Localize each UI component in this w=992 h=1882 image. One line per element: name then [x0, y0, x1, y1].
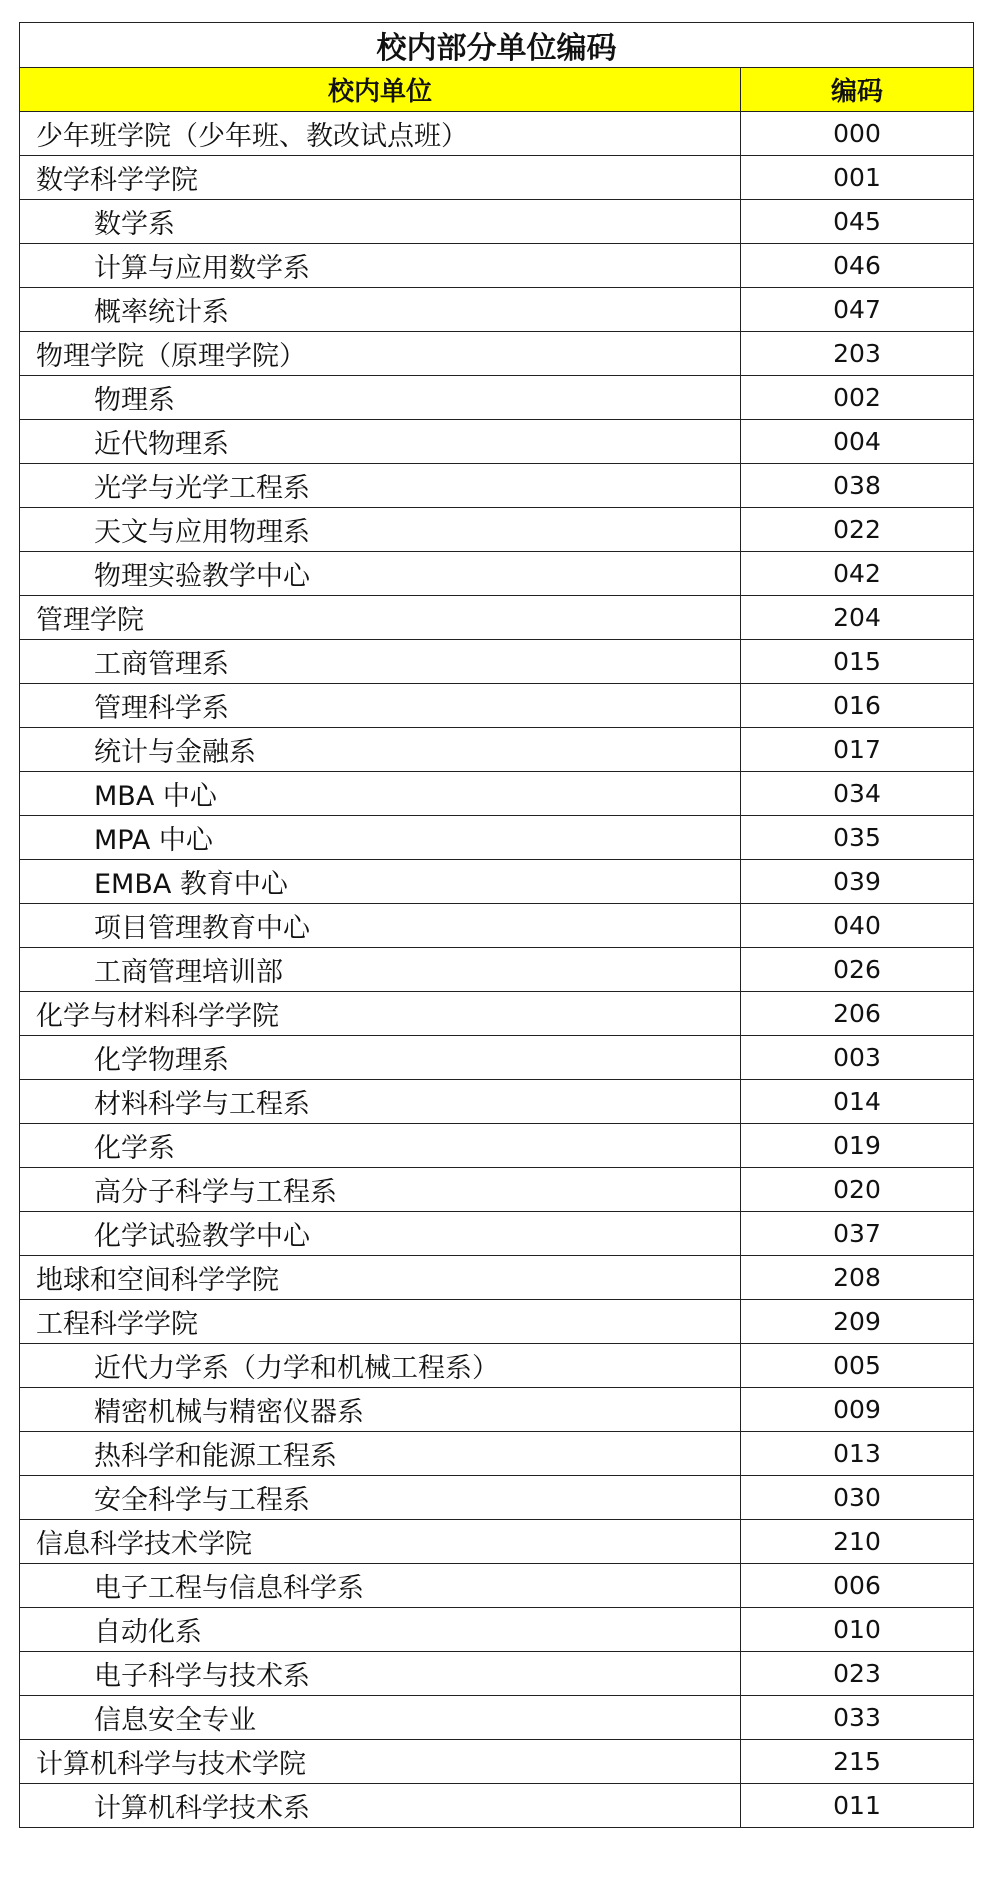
unit-code-cell: 019 — [741, 1124, 974, 1168]
school-row — [20, 1300, 974, 1344]
unit-name-cell: MBA 中心 — [20, 772, 741, 816]
unit-code-cell: 010 — [741, 1608, 974, 1652]
school-row — [20, 1256, 974, 1300]
unit-code-cell: 023 — [741, 1652, 974, 1696]
department-row — [20, 1388, 974, 1432]
department-row — [20, 552, 974, 596]
school-row — [20, 112, 974, 156]
unit-code-cell: 017 — [741, 728, 974, 772]
unit-name-cell: 数学系 — [20, 200, 741, 244]
department-row — [20, 200, 974, 244]
department-row — [20, 728, 974, 772]
unit-name-cell: 安全科学与工程系 — [20, 1476, 741, 1520]
unit-code-cell: 038 — [741, 464, 974, 508]
unit-code-cell: 206 — [741, 992, 974, 1036]
unit-name-cell: 电子工程与信息科学系 — [20, 1564, 741, 1608]
department-row — [20, 464, 974, 508]
unit-name-cell: 计算机科学与技术学院 — [20, 1740, 741, 1784]
department-row — [20, 904, 974, 948]
unit-name-cell: 物理学院（原理学院） — [20, 332, 741, 376]
school-row — [20, 332, 974, 376]
unit-name-cell: 项目管理教育中心 — [20, 904, 741, 948]
department-row — [20, 772, 974, 816]
unit-name-cell: 电子科学与技术系 — [20, 1652, 741, 1696]
unit-name-cell: 材料科学与工程系 — [20, 1080, 741, 1124]
unit-name-cell: 物理系 — [20, 376, 741, 420]
unit-code-cell: 015 — [741, 640, 974, 684]
department-row — [20, 1036, 974, 1080]
unit-name-cell: 自动化系 — [20, 1608, 741, 1652]
unit-code-cell: 022 — [741, 508, 974, 552]
school-row — [20, 156, 974, 200]
unit-code-cell: 046 — [741, 244, 974, 288]
department-row — [20, 1212, 974, 1256]
unit-code-table — [19, 22, 974, 1828]
unit-column-header: 校内单位 — [20, 68, 741, 112]
unit-name-cell: 化学与材料科学学院 — [20, 992, 741, 1036]
unit-name-cell: 工商管理系 — [20, 640, 741, 684]
unit-code-cell: 009 — [741, 1388, 974, 1432]
unit-code-cell: 042 — [741, 552, 974, 596]
unit-code-cell: 000 — [741, 112, 974, 156]
unit-code-cell: 034 — [741, 772, 974, 816]
unit-code-cell: 003 — [741, 1036, 974, 1080]
unit-code-cell: 013 — [741, 1432, 974, 1476]
department-row — [20, 640, 974, 684]
unit-name-cell: 工商管理培训部 — [20, 948, 741, 992]
unit-name-cell: 天文与应用物理系 — [20, 508, 741, 552]
unit-name-cell: 概率统计系 — [20, 288, 741, 332]
unit-name-cell: 光学与光学工程系 — [20, 464, 741, 508]
department-row — [20, 684, 974, 728]
unit-code-cell: 204 — [741, 596, 974, 640]
unit-code-cell: 035 — [741, 816, 974, 860]
unit-name-cell: 信息科学技术学院 — [20, 1520, 741, 1564]
department-row — [20, 860, 974, 904]
department-row — [20, 1432, 974, 1476]
school-row — [20, 992, 974, 1036]
unit-name-cell: 工程科学学院 — [20, 1300, 741, 1344]
unit-code-cell: 033 — [741, 1696, 974, 1740]
unit-name-cell: 统计与金融系 — [20, 728, 741, 772]
unit-code-cell: 020 — [741, 1168, 974, 1212]
unit-name-cell: EMBA 教育中心 — [20, 860, 741, 904]
unit-name-cell: 化学系 — [20, 1124, 741, 1168]
department-row — [20, 1784, 974, 1828]
unit-name-cell: 物理实验教学中心 — [20, 552, 741, 596]
school-row — [20, 1520, 974, 1564]
department-row — [20, 1652, 974, 1696]
unit-name-cell: 数学科学学院 — [20, 156, 741, 200]
unit-name-cell: 计算机科学技术系 — [20, 1784, 741, 1828]
unit-name-cell: 信息安全专业 — [20, 1696, 741, 1740]
unit-name-cell: 地球和空间科学学院 — [20, 1256, 741, 1300]
unit-code-cell: 040 — [741, 904, 974, 948]
unit-code-cell: 047 — [741, 288, 974, 332]
unit-code-cell: 002 — [741, 376, 974, 420]
school-row — [20, 1740, 974, 1784]
unit-name-cell: 近代物理系 — [20, 420, 741, 464]
unit-code-cell: 030 — [741, 1476, 974, 1520]
table-title: 校内部分单位编码 — [20, 23, 974, 68]
unit-name-cell: 化学试验教学中心 — [20, 1212, 741, 1256]
unit-code-cell: 011 — [741, 1784, 974, 1828]
unit-name-cell: 少年班学院（少年班、教改试点班） — [20, 112, 741, 156]
department-row — [20, 376, 974, 420]
department-row — [20, 1080, 974, 1124]
unit-name-cell: 计算与应用数学系 — [20, 244, 741, 288]
unit-code-cell: 004 — [741, 420, 974, 464]
department-row — [20, 420, 974, 464]
department-row — [20, 288, 974, 332]
department-row — [20, 1344, 974, 1388]
unit-code-cell: 026 — [741, 948, 974, 992]
code-column-header: 编码 — [741, 68, 974, 112]
school-row — [20, 596, 974, 640]
unit-name-cell: 高分子科学与工程系 — [20, 1168, 741, 1212]
department-row — [20, 244, 974, 288]
unit-code-cell: 016 — [741, 684, 974, 728]
unit-name-cell: 精密机械与精密仪器系 — [20, 1388, 741, 1432]
department-row — [20, 948, 974, 992]
unit-code-cell: 006 — [741, 1564, 974, 1608]
department-row — [20, 1124, 974, 1168]
unit-name-cell: 热科学和能源工程系 — [20, 1432, 741, 1476]
department-row — [20, 1564, 974, 1608]
unit-code-cell: 037 — [741, 1212, 974, 1256]
unit-code-cell: 001 — [741, 156, 974, 200]
unit-code-cell: 209 — [741, 1300, 974, 1344]
department-row — [20, 1476, 974, 1520]
table-body — [20, 112, 974, 1828]
header-row — [20, 68, 974, 112]
unit-name-cell: 化学物理系 — [20, 1036, 741, 1080]
unit-name-cell: 近代力学系（力学和机械工程系） — [20, 1344, 741, 1388]
department-row — [20, 1696, 974, 1740]
unit-code-cell: 014 — [741, 1080, 974, 1124]
unit-code-cell: 208 — [741, 1256, 974, 1300]
unit-name-cell: MPA 中心 — [20, 816, 741, 860]
department-row — [20, 1608, 974, 1652]
department-row — [20, 508, 974, 552]
unit-code-cell: 210 — [741, 1520, 974, 1564]
unit-name-cell: 管理学院 — [20, 596, 741, 640]
unit-name-cell: 管理科学系 — [20, 684, 741, 728]
unit-code-cell: 005 — [741, 1344, 974, 1388]
unit-code-cell: 039 — [741, 860, 974, 904]
unit-code-cell: 215 — [741, 1740, 974, 1784]
department-row — [20, 816, 974, 860]
unit-code-cell: 203 — [741, 332, 974, 376]
department-row — [20, 1168, 974, 1212]
title-row — [20, 23, 974, 68]
unit-code-cell: 045 — [741, 200, 974, 244]
